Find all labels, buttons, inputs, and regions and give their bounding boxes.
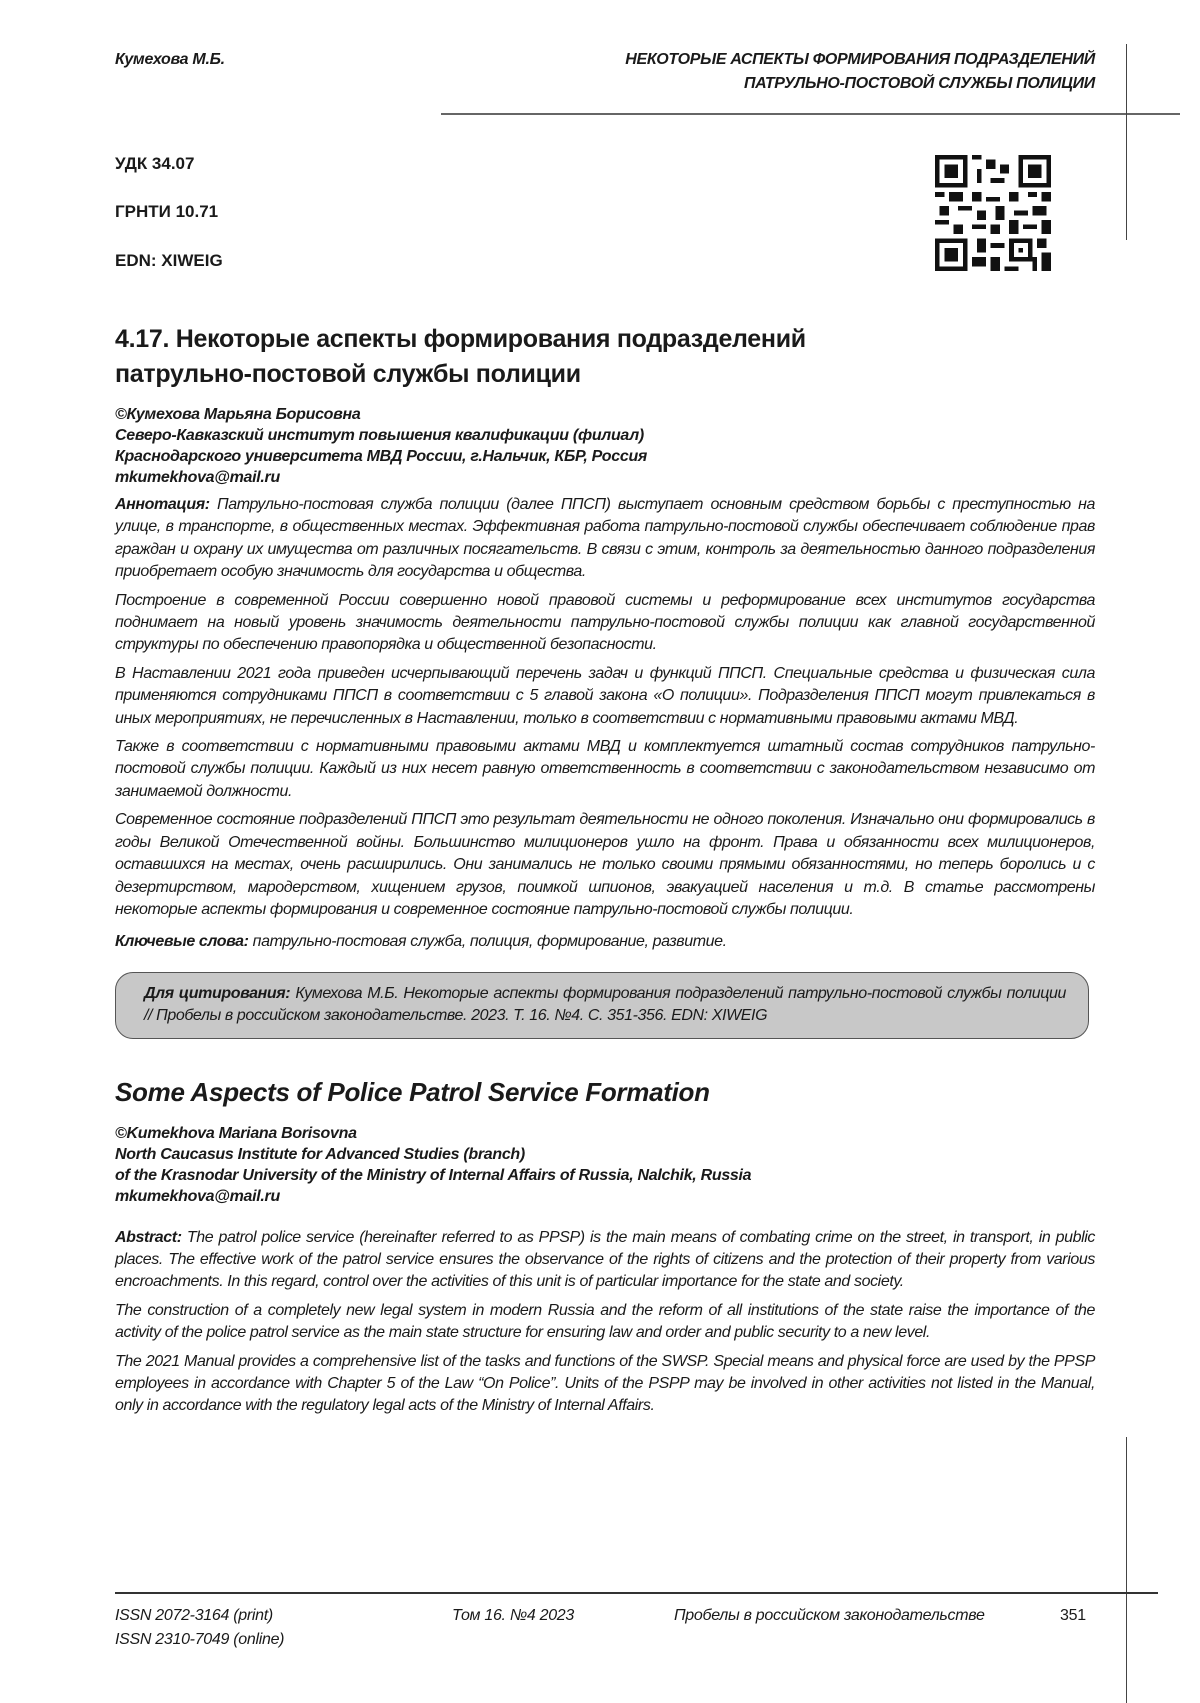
- abstract-paragraph: The construction of a completely new legal system in modern Russia and the reform of all institutions of the state raise the importance of the activity of the police patrol service as the main state structure for ensuring law and order and public security to a new level.: [115, 1300, 1095, 1345]
- annotation-paragraph: В Наставлении 2021 года приведен исчерпывающий перечень задач и функций ППСП. Специальные средства и физическая сила применяются сотрудниками ППСП в соответствии с 5 главой закона «О полиции». Подразделения ППСП могут привлекаться в иных мероприятиях, не перечисленных в Наставлении, только в соответствии с нормативными правовыми актами МВД.: [115, 663, 1095, 730]
- footer-volume: Том 16. №4 2023: [452, 1604, 574, 1628]
- article-body: [115, 322, 1095, 1424]
- running-header-title-line2: ПАТРУЛЬНО-ПОСТОВОЙ СЛУЖБЫ ПОЛИЦИИ: [625, 72, 1095, 96]
- abstract-paragraph: The 2021 Manual provides a comprehensive list of the tasks and functions of the SWSP. Special means and physical force are used by the PPSP employees in accordance with Chapter 5 of the Law “On Police”. Units of the PSPP may be involved in other activities not listed in the Manual, only in accordance with the regulatory legal acts of the Ministry of Internal Affairs.: [115, 1351, 1095, 1418]
- annotation-paragraph: Патрульно-постовая служба полиции (далее ППСП) выступает основным средством борьбы с преступностью на улице, в транспорте, в общественных местах. Эффективная работа патрульно-постовой службы обеспечивает соблюдение прав граждан и охрану их имущества от различных посягательств. В связи с этим, контроль за деятельностью данного подразделения приобретает особую значимость для государства и общества.: [115, 496, 1095, 580]
- grnti: ГРНТИ 10.71: [115, 202, 218, 222]
- abstract-label: Abstract:: [115, 1229, 182, 1246]
- udk: УДК 34.07: [115, 154, 194, 174]
- header-vertical-rule: [1126, 44, 1127, 240]
- qr-code-icon: [935, 155, 1051, 271]
- affiliation-en-2: of the Krasnodar University of the Ministry of Internal Affairs of Russia, Nalchik, Russia: [115, 1165, 1095, 1186]
- footer-vertical-rule: [1126, 1437, 1127, 1703]
- page-number: 351: [1060, 1604, 1086, 1628]
- annotation-ru: [115, 494, 1095, 921]
- annotation-paragraph: Современное состояние подразделений ППСП это результат деятельности не одного поколения. Изначально они формировались в годы Великой Отечественной войны. Большинство милиционеров ушло на фронт. Права и обязанности всех милиционеров, оставшихся на местах, очень расширились. Они занимались не только своими прямыми обязанностями, но теперь боролись и с дезертирством, мародерством, хищением грузов, поимкой шпионов, эвакуацией населения и т.д. В статье рассмотрены некоторые аспекты формирования и современное состояние патрульно-постовой службы полиции.: [115, 809, 1095, 921]
- annotation-label: Аннотация:: [115, 496, 210, 513]
- author-block-ru: [115, 404, 1095, 488]
- running-header-author: Кумехова М.Б.: [115, 51, 225, 69]
- abstract-paragraph: The patrol police service (hereinafter referred to as PPSP) is the main means of combating crime on the street, in transport, in public places. The effective work of the patrol service ensures the observance of the rights of citizens and the protection of their property from various encroachments. In this regard, control over the activities of this unit is of particular importance for the state and society.: [115, 1229, 1095, 1291]
- article-title-ru-line1: 4.17. Некоторые аспекты формирования подразделений: [115, 322, 975, 357]
- issn-online: ISSN 2310-7049 (online): [115, 1628, 284, 1652]
- affiliation-en-1: North Caucasus Institute for Advanced Studies (branch): [115, 1144, 1095, 1165]
- issn-print: ISSN 2072-3164 (print): [115, 1604, 284, 1628]
- citation-box: [115, 972, 1089, 1039]
- edn: EDN: XIWEIG: [115, 251, 223, 271]
- running-header-title-line1: НЕКОТОРЫЕ АСПЕКТЫ ФОРМИРОВАНИЯ ПОДРАЗДЕЛЕНИЙ: [625, 48, 1095, 72]
- abstract-en: [115, 1227, 1095, 1418]
- citation-label: Для цитирования:: [144, 985, 290, 1002]
- keywords-label: Ключевые слова:: [115, 933, 249, 950]
- footer-journal: Пробелы в российском законодательстве: [674, 1604, 985, 1628]
- article-title-ru: [115, 322, 975, 392]
- author-block-en: [115, 1123, 1095, 1207]
- footer-issn: [115, 1604, 284, 1652]
- affiliation-ru-2: Краснодарского университета МВД России, г.Нальчик, КБР, Россия: [115, 446, 1095, 467]
- annotation-paragraph: Также в соответствии с нормативными правовыми актами МВД и комплектуется штатный состав сотрудников патрульно-постовой службы полиции. Каждый из них несет равную ответственность в соответствии с законодательством независимо от занимаемой должности.: [115, 736, 1095, 803]
- citation-text: Кумехова М.Б. Некоторые аспекты формирования подразделений патрульно-постовой службы полиции // Пробелы в российском законодательстве. 2023. Т. 16. №4. С. 351-356. EDN: XIWEIG: [144, 985, 1066, 1024]
- author-name-en: ©Kumekhova Mariana Borisovna: [115, 1123, 1095, 1144]
- affiliation-ru-1: Северо-Кавказский институт повышения квалификации (филиал): [115, 425, 1095, 446]
- author-email-ru[interactable]: mkumekhova@mail.ru: [115, 467, 1095, 488]
- footer-rule: [115, 1592, 1158, 1594]
- article-title-ru-line2: патрульно-постовой службы полиции: [115, 357, 975, 392]
- running-header-title: [625, 48, 1095, 96]
- annotation-paragraph: Построение в современной России совершенно новой правовой системы и реформирование всех институтов государства поднимает на новый уровень значимость деятельности патрульно-постовой службы полиции как главной государственной структуры по обеспечению правопорядка и общественной безопасности.: [115, 590, 1095, 657]
- article-title-en: Some Aspects of Police Patrol Service Formation: [115, 1075, 1095, 1109]
- author-name-ru: ©Кумехова Марьяна Борисовна: [115, 404, 1095, 425]
- keywords-text: патрульно-постовая служба, полиция, формирование, развитие.: [253, 933, 727, 950]
- header-rule: [441, 113, 1180, 115]
- keywords-ru: [115, 931, 1095, 953]
- author-email-en[interactable]: mkumekhova@mail.ru: [115, 1186, 1095, 1207]
